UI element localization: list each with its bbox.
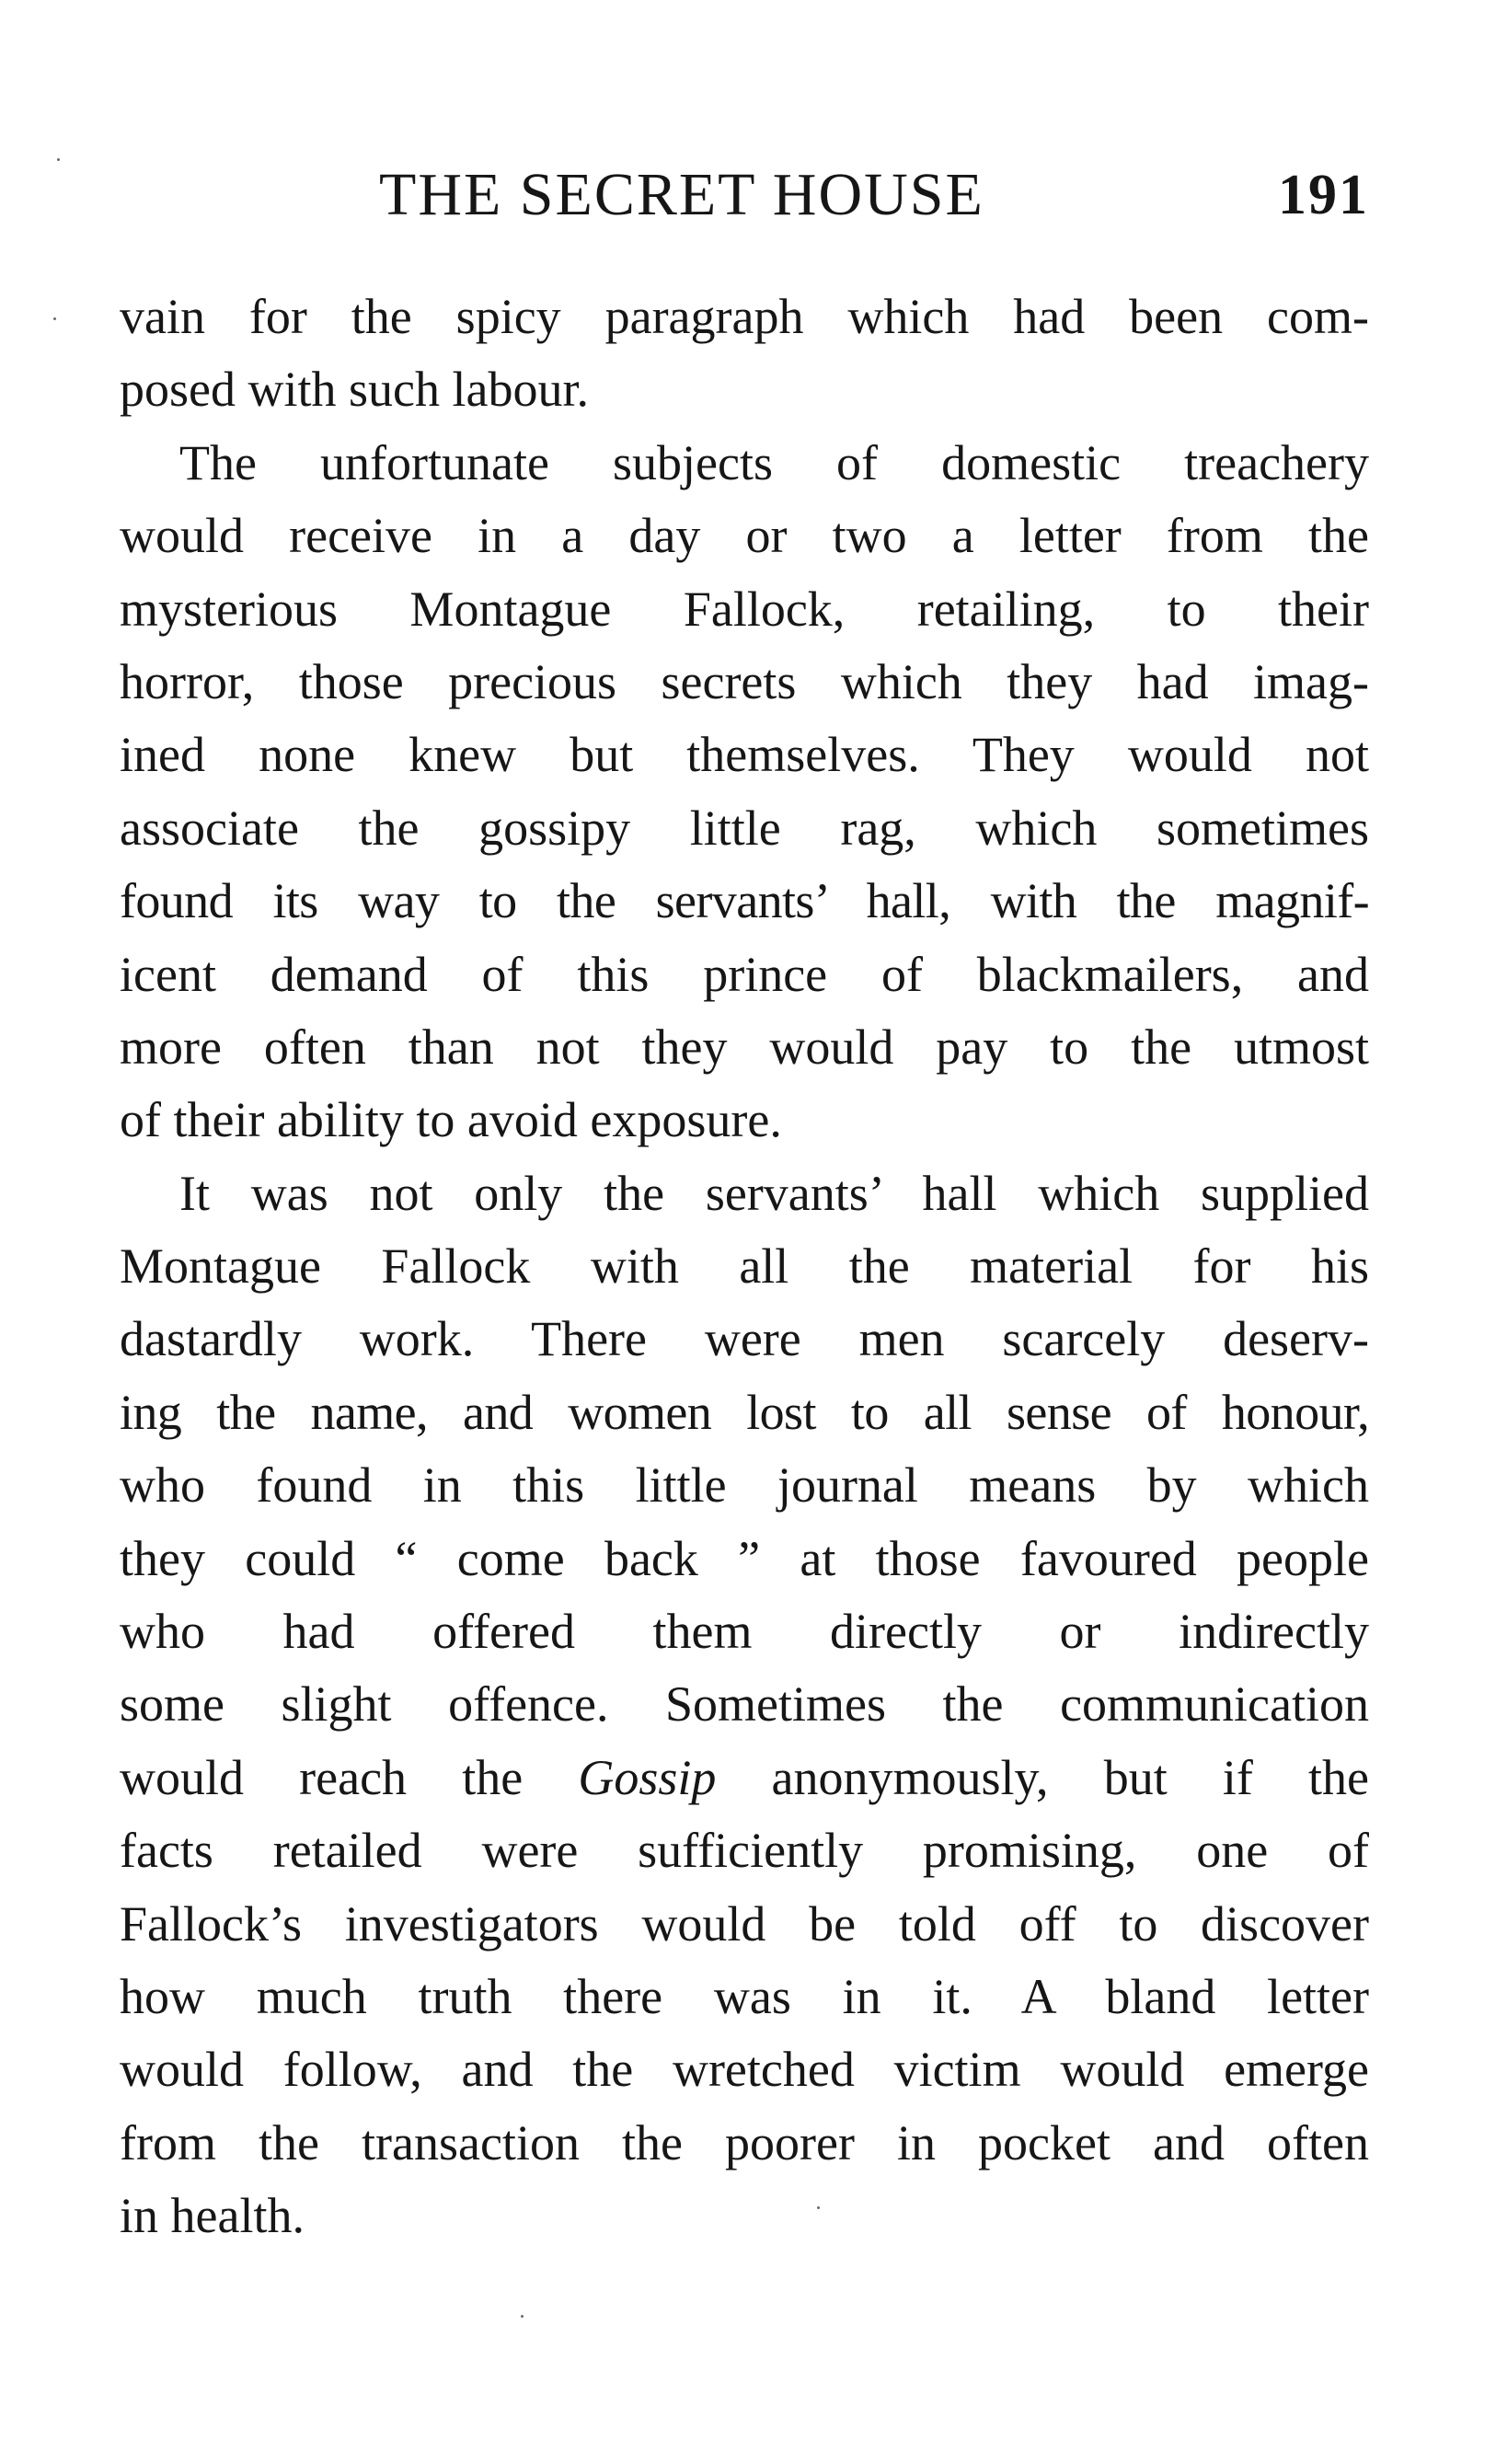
text-line: It was not only the servants’ hall which supplied bbox=[179, 1165, 1369, 1221]
text-line: vain for the spicy paragraph which had been com- bbox=[120, 289, 1369, 344]
text-line: The unfortunate subjects of domestic treachery bbox=[179, 434, 1369, 490]
text-line: how much truth there was in it. A bland letter bbox=[120, 1968, 1369, 2024]
text-line: some slight offence. Sometimes the communication bbox=[120, 1676, 1369, 1733]
italic-title: Gossip bbox=[578, 1749, 717, 1805]
text-line: ing the name, and women lost to all sense of honour, bbox=[120, 1384, 1369, 1440]
text-line: posed with such labour. bbox=[120, 362, 589, 418]
running-head bbox=[120, 158, 1369, 232]
text-line: who had offered them directly or indirectly bbox=[120, 1604, 1369, 1660]
print-speck bbox=[817, 2206, 820, 2209]
text-line: found its way to the servants’ hall, with the magnif- bbox=[120, 873, 1369, 929]
text-line: Montague Fallock with all the material for his bbox=[120, 1238, 1369, 1295]
print-speck bbox=[53, 317, 56, 320]
text-line: mysterious Montague Fallock, retailing, to their bbox=[120, 581, 1369, 637]
text-line: ined none knew but themselves. They would not bbox=[120, 727, 1369, 783]
text-line bbox=[120, 1742, 1369, 1814]
text-line: more often than not they would pay to the utmost bbox=[120, 1019, 1369, 1075]
text-line: would follow, and the wretched victim would emerge bbox=[120, 2042, 1369, 2098]
running-title: THE SECRET HOUSE bbox=[379, 161, 984, 228]
text-line: associate the gossipy little rag, which sometimes bbox=[120, 800, 1369, 856]
text-line: icent demand of this prince of blackmailers, and bbox=[120, 946, 1369, 1002]
print-speck bbox=[57, 158, 60, 161]
text-line: Fallock’s investigators would be told off to discover bbox=[120, 1895, 1369, 1952]
text-line: facts retailed were sufficiently promising, one of bbox=[120, 1823, 1369, 1879]
print-speck bbox=[521, 2315, 524, 2318]
text-line: in health. bbox=[120, 2188, 305, 2244]
text-run: would reach the bbox=[120, 1749, 579, 1805]
text-line: they could “ come back ” at those favoured people bbox=[120, 1530, 1369, 1586]
page-number: 191 bbox=[1278, 164, 1369, 226]
body-text bbox=[120, 281, 1369, 2253]
text-line: horror, those precious secrets which they had imag- bbox=[120, 653, 1369, 709]
text-line: from the transaction the poorer in pocket and often bbox=[120, 2114, 1369, 2170]
text-line: of their ability to avoid exposure. bbox=[120, 1092, 782, 1148]
text-line: who found in this little journal means by which bbox=[120, 1457, 1369, 1514]
text-line: would receive in a day or two a letter from the bbox=[120, 508, 1369, 564]
text-run: anonymously, but if the bbox=[716, 1749, 1369, 1805]
text-line: dastardly work. There were men scarcely deserv- bbox=[120, 1311, 1369, 1367]
